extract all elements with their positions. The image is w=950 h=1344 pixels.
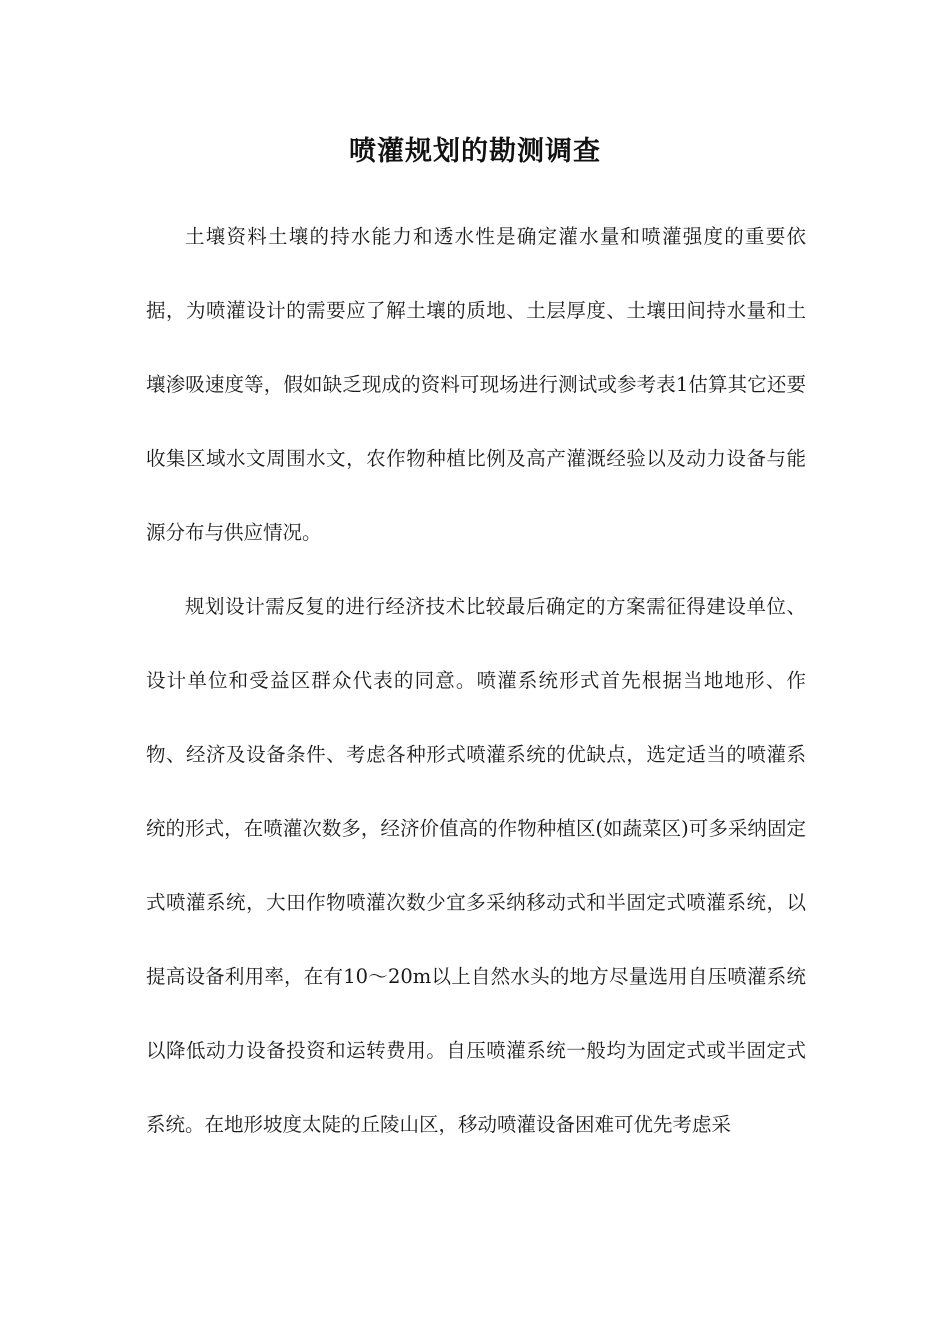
paragraph-soil-data: 土壤资料土壤的持水能力和透水性是确定灌水量和喷灌强度的重要依据，为喷灌设计的需要应了解土壤的质地、土层厚度、土壤田间持水量和土壤渗吸速度等，假如缺乏现成的资料可现场进行测试或参考表1估算其它还要收集区域水文周围水文，农作物种植比例及高产灌溉经验以及动力设备与能源分布与供应情况。 — [146, 225, 806, 544]
document-body — [146, 200, 806, 1162]
document-title: 喷灌规划的勘测调查 — [349, 136, 601, 167]
paragraph-system-planning: 规划设计需反复的进行经济技术比较最后确定的方案需征得建设单位、设计单位和受益区群众代表的同意。喷灌系统形式首先根据当地地形、作物、经济及设备条件、考虑各种形式喷灌系统的优缺点，选定适当的喷灌系统的形式，在喷灌次数多，经济价值高的作物种植区(如蔬菜区)可多采纳固定式喷灌系统，大田作物喷灌次数少宜多采纳移动式和半固定式喷灌系统，以提高设备利用率，在有10～20m以上自然水头的地方尽量选用自压喷灌系统以降低动力设备投资和运转费用。自压喷灌系统一般均为固定式或半固定式系统。在地形坡度太陡的丘陵山区，移动喷灌设备困难可优先考虑采 — [146, 595, 806, 1136]
